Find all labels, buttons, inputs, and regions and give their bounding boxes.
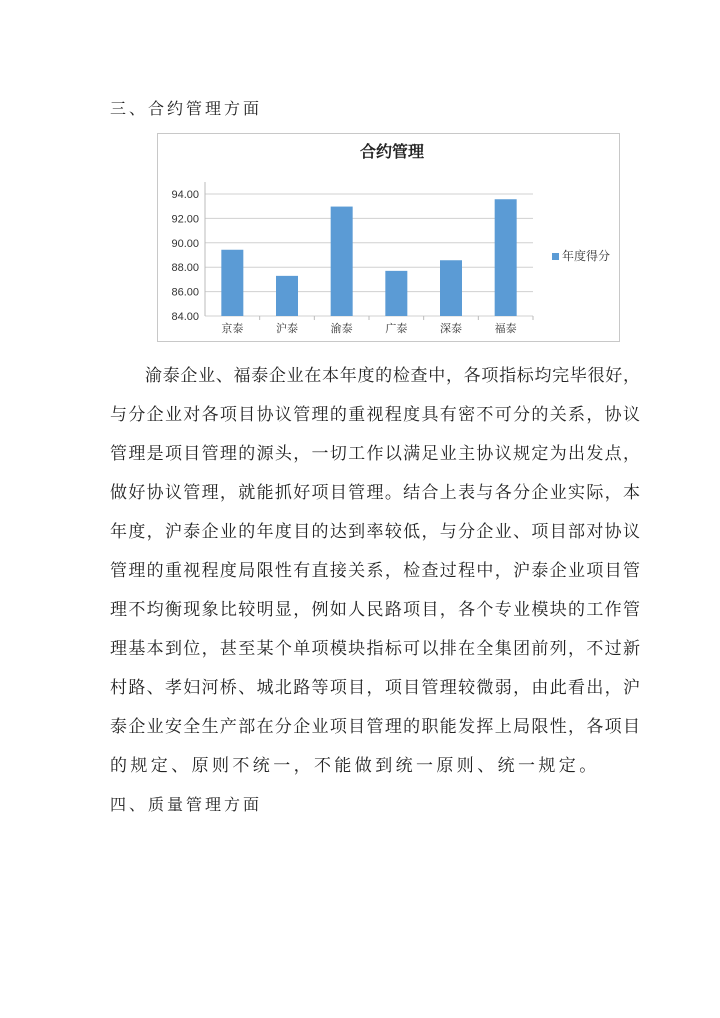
bar-京泰	[221, 250, 243, 316]
y-tick-label: 88.00	[171, 262, 199, 275]
paragraph-line: 管理的重视程度局限性有直接关系，检查过程中，沪泰企业项目管	[110, 561, 640, 581]
paragraph-line: 的规定、原则不统一，不能做到统一原则、统一规定。	[110, 756, 600, 776]
bar-渝泰	[331, 207, 353, 316]
x-tick-label: 京泰	[221, 323, 244, 335]
paragraph-line: 理基本到位，甚至某个单项模块指标可以排在全集团前列，不过新	[110, 639, 640, 659]
paragraph-line: 与分企业对各项目协议管理的重视程度具有密不可分的关系，协议	[110, 405, 640, 425]
paragraph-line: 管理是项目管理的源头，一切工作以满足业主协议规定为出发点，	[110, 444, 640, 464]
paragraph-line: 泰企业安全生产部在分企业项目管理的职能发挥上局限性，各项目	[110, 717, 640, 737]
paragraph-line: 做好协议管理，就能抓好项目管理。结合上表与各分企业实际，本	[110, 483, 640, 503]
y-tick-label: 86.00	[171, 286, 199, 299]
legend-label: 年度得分	[562, 249, 611, 263]
x-tick-label: 福泰	[494, 323, 517, 335]
y-tick-label: 84.00	[171, 311, 199, 323]
y-tick-label: 92.00	[171, 213, 199, 226]
bar-深泰	[440, 260, 462, 316]
section-heading-quality: 四、质量管理方面	[110, 795, 263, 814]
bar-沪泰	[276, 276, 298, 316]
paragraph-line: 村路、孝妇河桥、城北路等项目，项目管理较微弱，由此看出，沪	[110, 678, 640, 698]
x-tick-label: 渝泰	[330, 323, 353, 335]
y-tick-label: 90.00	[171, 237, 199, 250]
bar-福泰	[495, 199, 517, 316]
legend-swatch	[552, 253, 559, 260]
chart-svg	[158, 134, 621, 343]
bar-广泰	[385, 271, 407, 316]
contract-chart	[157, 133, 620, 342]
x-tick-label: 广泰	[385, 323, 408, 335]
x-tick-label: 深泰	[440, 323, 462, 335]
y-tick-label: 94.00	[171, 189, 199, 201]
paragraph-line: 年度，沪泰企业的年度目的达到率较低，与分企业、项目部对协议	[110, 522, 640, 542]
section-heading-contract: 三、合约管理方面	[110, 99, 263, 118]
paragraph-line: 理不均衡现象比较明显，例如人民路项目，各个专业模块的工作管	[110, 600, 640, 620]
x-tick-label: 沪泰	[276, 323, 298, 335]
chart-title: 合约管理	[359, 144, 425, 161]
paragraph-line: 渝泰企业、福泰企业在本年度的检查中，各项指标均完毕很好，	[145, 366, 640, 386]
